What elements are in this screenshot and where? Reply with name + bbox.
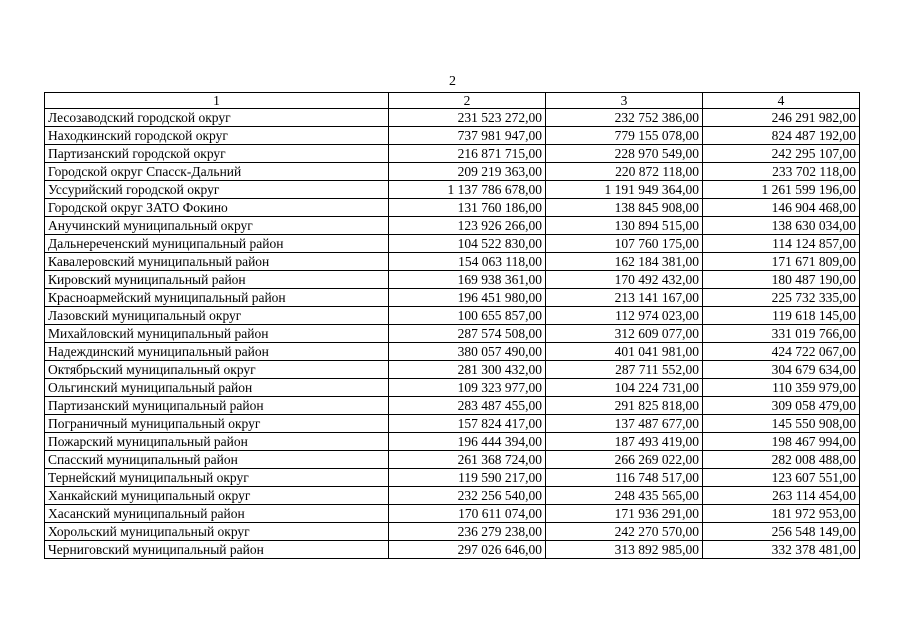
amount-col-2: 297 026 646,00 — [389, 541, 546, 559]
municipality-name: Находкинский городской округ — [45, 127, 389, 145]
table-row — [45, 253, 860, 271]
header-row — [45, 93, 860, 109]
table-row — [45, 109, 860, 127]
municipality-name: Кавалеровский муниципальный район — [45, 253, 389, 271]
amount-col-3: 291 825 818,00 — [546, 397, 703, 415]
table-row — [45, 217, 860, 235]
amount-col-2: 119 590 217,00 — [389, 469, 546, 487]
table-row — [45, 145, 860, 163]
amount-col-3: 312 609 077,00 — [546, 325, 703, 343]
amount-col-3: 1 191 949 364,00 — [546, 181, 703, 199]
municipality-name: Надеждинский муниципальный район — [45, 343, 389, 361]
amount-col-3: 171 936 291,00 — [546, 505, 703, 523]
amount-col-2: 196 451 980,00 — [389, 289, 546, 307]
table-row — [45, 397, 860, 415]
amount-col-4: 424 722 067,00 — [703, 343, 860, 361]
municipality-name: Красноармейский муниципальный район — [45, 289, 389, 307]
table-row — [45, 271, 860, 289]
amount-col-3: 170 492 432,00 — [546, 271, 703, 289]
municipality-name: Черниговский муниципальный район — [45, 541, 389, 559]
amount-col-2: 154 063 118,00 — [389, 253, 546, 271]
amount-col-3: 104 224 731,00 — [546, 379, 703, 397]
amount-col-4: 119 618 145,00 — [703, 307, 860, 325]
amount-col-4: 256 548 149,00 — [703, 523, 860, 541]
municipality-name: Ханкайский муниципальный округ — [45, 487, 389, 505]
table-row — [45, 307, 860, 325]
amount-col-2: 100 655 857,00 — [389, 307, 546, 325]
amount-col-4: 225 732 335,00 — [703, 289, 860, 307]
municipality-name: Анучинский муниципальный округ — [45, 217, 389, 235]
amount-col-4: 171 671 809,00 — [703, 253, 860, 271]
table-row — [45, 181, 860, 199]
municipality-name: Уссурийский городской округ — [45, 181, 389, 199]
table-row — [45, 541, 860, 559]
amount-col-4: 180 487 190,00 — [703, 271, 860, 289]
amount-col-2: 216 871 715,00 — [389, 145, 546, 163]
amount-col-4: 138 630 034,00 — [703, 217, 860, 235]
municipality-name: Михайловский муниципальный район — [45, 325, 389, 343]
amount-col-4: 181 972 953,00 — [703, 505, 860, 523]
table-row — [45, 325, 860, 343]
municipality-name: Городской округ ЗАТО Фокино — [45, 199, 389, 217]
amount-col-2: 109 323 977,00 — [389, 379, 546, 397]
amount-col-3: 162 184 381,00 — [546, 253, 703, 271]
table-row — [45, 127, 860, 145]
amount-col-4: 110 359 979,00 — [703, 379, 860, 397]
table-row — [45, 199, 860, 217]
amount-col-4: 146 904 468,00 — [703, 199, 860, 217]
amount-col-4: 233 702 118,00 — [703, 163, 860, 181]
amount-col-3: 187 493 419,00 — [546, 433, 703, 451]
municipality-name: Пограничный муниципальный округ — [45, 415, 389, 433]
amount-col-2: 170 611 074,00 — [389, 505, 546, 523]
amount-col-2: 196 444 394,00 — [389, 433, 546, 451]
amount-col-4: 123 607 551,00 — [703, 469, 860, 487]
amount-col-2: 169 938 361,00 — [389, 271, 546, 289]
municipality-name: Пожарский муниципальный район — [45, 433, 389, 451]
amount-col-3: 232 752 386,00 — [546, 109, 703, 127]
header-cell-1: 1 — [45, 93, 389, 109]
municipality-name: Хорольский муниципальный округ — [45, 523, 389, 541]
table-row — [45, 235, 860, 253]
amount-col-2: 283 487 455,00 — [389, 397, 546, 415]
amount-col-2: 737 981 947,00 — [389, 127, 546, 145]
amount-col-4: 824 487 192,00 — [703, 127, 860, 145]
table-row — [45, 469, 860, 487]
amount-col-3: 313 892 985,00 — [546, 541, 703, 559]
amount-col-2: 232 256 540,00 — [389, 487, 546, 505]
amount-col-3: 138 845 908,00 — [546, 199, 703, 217]
amount-col-4: 331 019 766,00 — [703, 325, 860, 343]
municipality-name: Городской округ Спасск-Дальний — [45, 163, 389, 181]
amount-col-3: 220 872 118,00 — [546, 163, 703, 181]
table-row — [45, 487, 860, 505]
amount-col-3: 107 760 175,00 — [546, 235, 703, 253]
table-row — [45, 379, 860, 397]
amount-col-2: 236 279 238,00 — [389, 523, 546, 541]
municipality-name: Лесозаводский городской округ — [45, 109, 389, 127]
municipality-name: Тернейский муниципальный округ — [45, 469, 389, 487]
amount-col-3: 112 974 023,00 — [546, 307, 703, 325]
amount-col-4: 304 679 634,00 — [703, 361, 860, 379]
amount-col-4: 1 261 599 196,00 — [703, 181, 860, 199]
amount-col-4: 309 058 479,00 — [703, 397, 860, 415]
header-cell-4: 4 — [703, 93, 860, 109]
amount-col-4: 198 467 994,00 — [703, 433, 860, 451]
amount-col-3: 266 269 022,00 — [546, 451, 703, 469]
municipality-name: Дальнереченский муниципальный район — [45, 235, 389, 253]
amount-col-4: 332 378 481,00 — [703, 541, 860, 559]
amount-col-3: 213 141 167,00 — [546, 289, 703, 307]
amount-col-4: 282 008 488,00 — [703, 451, 860, 469]
amount-col-3: 779 155 078,00 — [546, 127, 703, 145]
municipality-name: Партизанский муниципальный район — [45, 397, 389, 415]
municipality-name: Хасанский муниципальный район — [45, 505, 389, 523]
amount-col-4: 145 550 908,00 — [703, 415, 860, 433]
amount-col-2: 287 574 508,00 — [389, 325, 546, 343]
amount-col-4: 114 124 857,00 — [703, 235, 860, 253]
amount-col-3: 228 970 549,00 — [546, 145, 703, 163]
table-row — [45, 523, 860, 541]
amount-col-2: 261 368 724,00 — [389, 451, 546, 469]
amount-col-2: 104 522 830,00 — [389, 235, 546, 253]
amount-col-3: 242 270 570,00 — [546, 523, 703, 541]
municipality-name: Кировский муниципальный район — [45, 271, 389, 289]
amount-col-2: 131 760 186,00 — [389, 199, 546, 217]
table-row — [45, 415, 860, 433]
amount-col-3: 287 711 552,00 — [546, 361, 703, 379]
amount-col-4: 263 114 454,00 — [703, 487, 860, 505]
table-row — [45, 343, 860, 361]
amount-col-3: 116 748 517,00 — [546, 469, 703, 487]
amount-col-2: 231 523 272,00 — [389, 109, 546, 127]
municipality-name: Партизанский городской округ — [45, 145, 389, 163]
municipality-name: Спасский муниципальный район — [45, 451, 389, 469]
municipality-name: Октябрьский муниципальный округ — [45, 361, 389, 379]
table-row — [45, 433, 860, 451]
amount-col-3: 137 487 677,00 — [546, 415, 703, 433]
table-row — [45, 289, 860, 307]
amount-col-4: 242 295 107,00 — [703, 145, 860, 163]
municipality-name: Лазовский муниципальный округ — [45, 307, 389, 325]
amount-col-2: 380 057 490,00 — [389, 343, 546, 361]
page-number: 2 — [449, 74, 456, 89]
amount-col-3: 248 435 565,00 — [546, 487, 703, 505]
header-cell-2: 2 — [389, 93, 546, 109]
amount-col-2: 157 824 417,00 — [389, 415, 546, 433]
amount-col-4: 246 291 982,00 — [703, 109, 860, 127]
table-body — [45, 109, 860, 559]
amount-col-2: 123 926 266,00 — [389, 217, 546, 235]
table-row — [45, 163, 860, 181]
amount-col-2: 209 219 363,00 — [389, 163, 546, 181]
amount-col-2: 1 137 786 678,00 — [389, 181, 546, 199]
table-row — [45, 451, 860, 469]
table-row — [45, 361, 860, 379]
municipality-name: Ольгинский муниципальный район — [45, 379, 389, 397]
budget-table — [44, 92, 860, 559]
table-row — [45, 505, 860, 523]
header-cell-3: 3 — [546, 93, 703, 109]
amount-col-3: 130 894 515,00 — [546, 217, 703, 235]
amount-col-3: 401 041 981,00 — [546, 343, 703, 361]
amount-col-2: 281 300 432,00 — [389, 361, 546, 379]
